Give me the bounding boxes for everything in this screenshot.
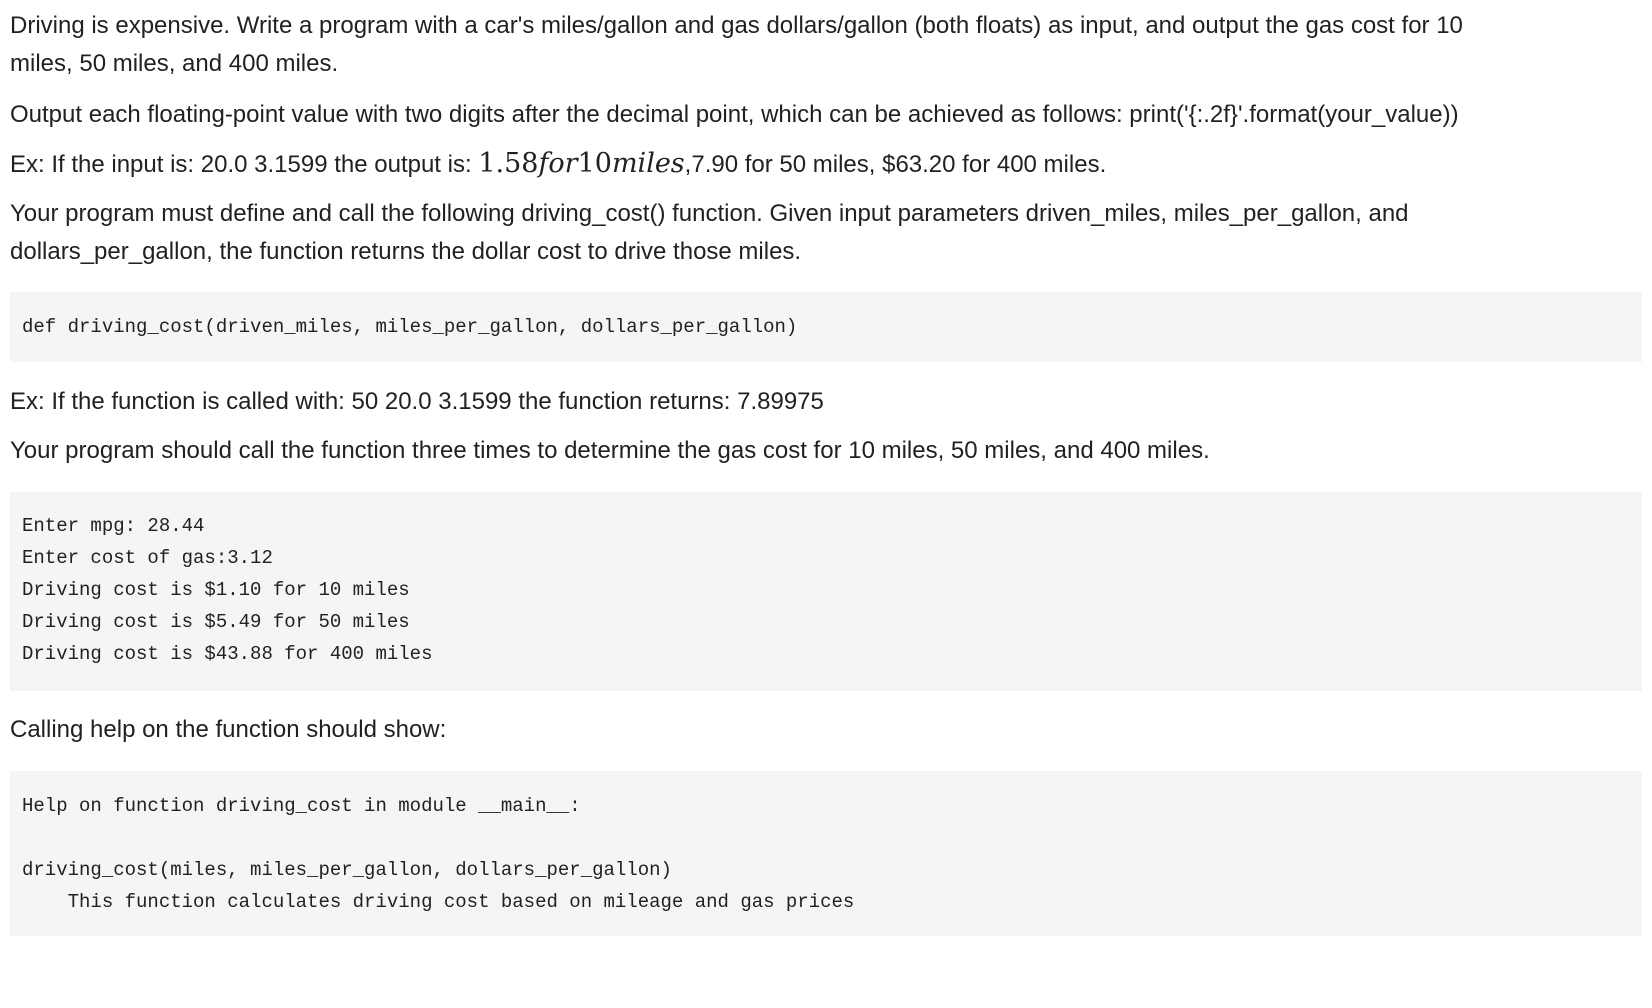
signature-code-block — [10, 292, 1642, 362]
help-output-blank-line — [22, 822, 1630, 854]
intro-line-1: Driving is expensive. Write a program with a car's miles/gallon and gas dollars/gallon (both floats) as input, and output the gas cost for 10 — [10, 12, 1463, 39]
example-input-output — [10, 144, 1106, 185]
sample-run-line: Driving cost is $43.88 for 400 miles — [22, 643, 433, 665]
format-note: Output each floating-point value with two digits after the decimal point, which can be achieved as follows: print('{:.2f}'.format(your_value)) — [10, 101, 1459, 128]
sample-run-line: Driving cost is $5.49 for 50 miles — [22, 611, 410, 633]
example-prefix: Ex: If the input is: 20.0 3.1599 the output is: — [10, 151, 479, 178]
help-note: Calling help on the function should show: — [10, 716, 447, 743]
help-output-code-block — [10, 771, 1642, 936]
intro-line-2: miles, 50 miles, and 400 miles. — [10, 50, 339, 77]
call-note: Your program should call the function three times to determine the gas cost for 10 miles, 50 miles, and 400 miles. — [10, 437, 1210, 464]
help-output-line: Help on function driving_cost in module __main__: — [22, 795, 581, 817]
sample-run-line: Enter mpg: 28.44 — [22, 515, 205, 537]
define-note-line-1: Your program must define and call the following driving_cost() function. Given input parameters driven_miles, miles_per_gallon, and — [10, 200, 1409, 227]
example-function-call: Ex: If the function is called with: 50 20.0 3.1599 the function returns: 7.89975 — [10, 388, 824, 415]
help-output-line: This function calculates driving cost based on mileage and gas prices — [22, 891, 855, 913]
sample-run-line: Driving cost is $1.10 for 10 miles — [22, 579, 410, 601]
sample-run-line: Enter cost of gas:3.12 — [22, 547, 273, 569]
sample-run-code-block — [10, 492, 1642, 691]
signature-code: def driving_cost(driven_miles, miles_per_gallon, dollars_per_gallon) — [22, 316, 798, 338]
define-note-line-2: dollars_per_gallon, the function returns the dollar cost to drive those miles. — [10, 238, 802, 265]
help-output-line: driving_cost(miles, miles_per_gallon, dollars_per_gallon) — [22, 859, 672, 881]
math-fragment: 1.58for10miles — [478, 148, 685, 179]
example-suffix: ,7.90 for 50 miles, $63.20 for 400 miles. — [684, 151, 1107, 178]
